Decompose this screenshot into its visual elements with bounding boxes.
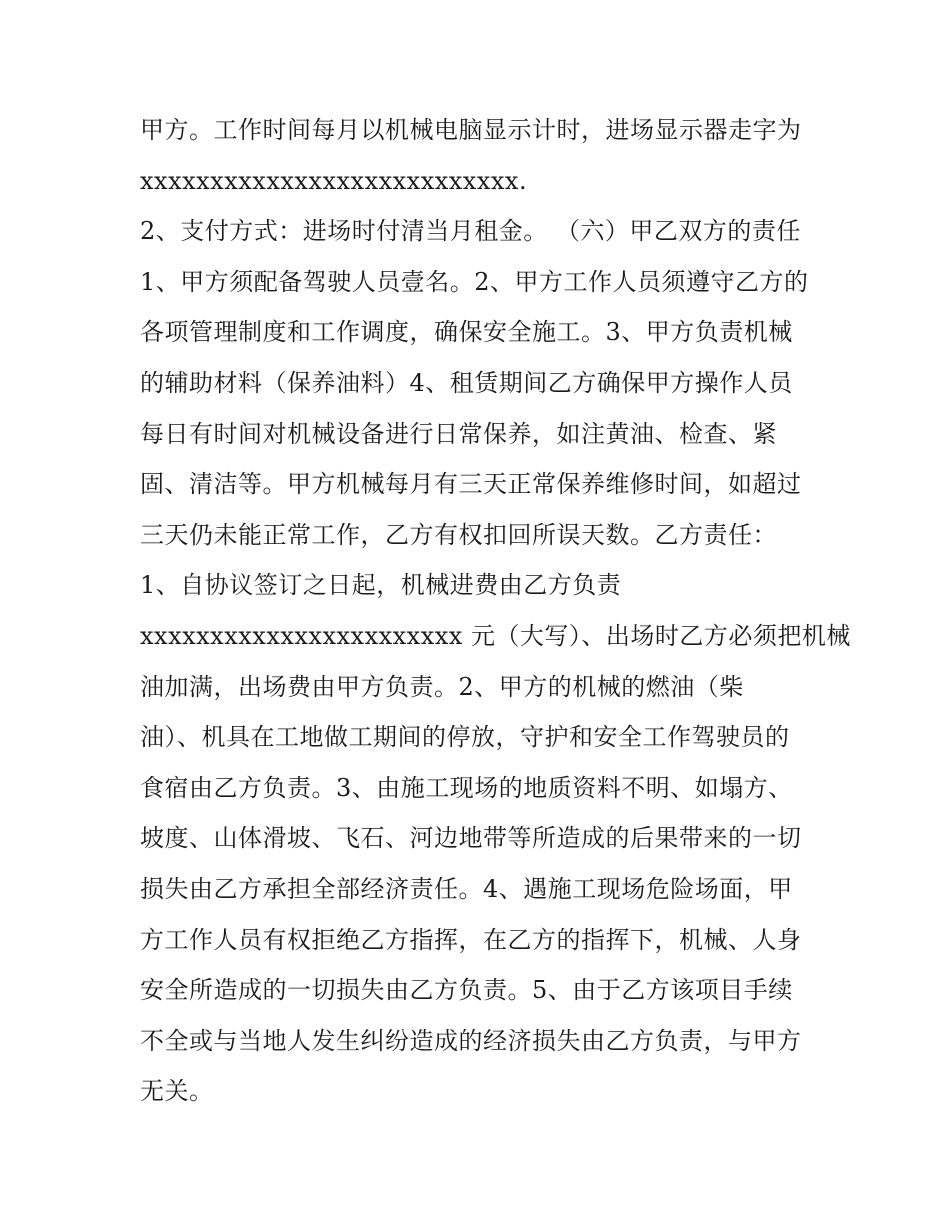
- text-line: 油）、机具在工地做工期间的停放，守护和安全工作驾驶员的: [140, 723, 790, 752]
- text-line: 方工作人员有权拒绝乙方指挥，在乙方的指挥下，机械、人身: [140, 925, 802, 954]
- text-line: 固、清洁等。甲方机械每月有三天正常保养维修时间，如超过: [140, 470, 802, 499]
- text-line: 1、自协议签订之日起，机械进费由乙方负责: [140, 571, 622, 600]
- text-line: 坡度、山体滑坡、飞石、河边地带等所造成的后果带来的一切: [140, 824, 802, 853]
- text-line: 甲方。工作时间每月以机械电脑显示计时，进场显示器走字为: [140, 116, 802, 144]
- text-line: 1、甲方须配备驾驶人员壹名。2、甲方工作人员须遵守乙方的: [140, 267, 809, 296]
- text-line: 安全所造成的一切损失由乙方负责。5、由于乙方该项目手续: [140, 976, 793, 1005]
- text-line: xxxxxxxxxxxxxxxxxxxxxxxxxxx.: [140, 166, 528, 195]
- text-line: 不全或与当地人发生纠纷造成的经济损失由乙方负责，与甲方: [140, 1026, 802, 1055]
- text-line: 油加满，出场费由甲方负责。2、甲方的机械的燃油（柴: [140, 672, 744, 701]
- contract-body-text: [140, 105, 851, 1117]
- text-line: 无关。: [140, 1077, 214, 1106]
- text-line: 各项管理制度和工作调度，确保安全施工。3、甲方负责机械: [140, 318, 793, 347]
- text-line: 2、支付方式：进场时付清当月租金。 （六）甲乙双方的责任: [140, 217, 801, 246]
- text-line: 的辅助材料（保养油料）4、租赁期间乙方确保甲方操作人员: [140, 368, 793, 397]
- text-line: 三天仍未能正常工作，乙方有权扣回所误天数。乙方责任：: [140, 520, 777, 549]
- text-line: 食宿由乙方负责。3、由施工现场的地质资料不明、如塌方、: [140, 773, 793, 802]
- text-line: xxxxxxxxxxxxxxxxxxxxxxx 元（大写）、出场时乙方必须把机械: [140, 621, 851, 650]
- text-line: 每日有时间对机械设备进行日常保养，如注黄油、检查、紧: [140, 419, 777, 448]
- text-line: 损失由乙方承担全部经济责任。4、遇施工现场危险场面，甲: [140, 874, 793, 903]
